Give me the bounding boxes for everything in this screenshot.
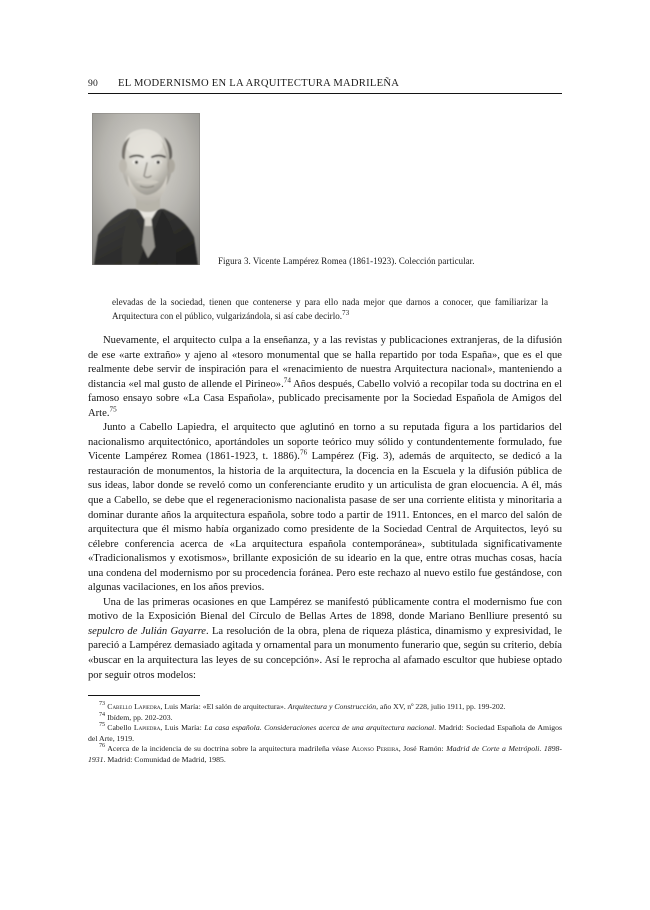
paragraph-1-part-1: Nuevamente, el arquitecto culpa a la enseñanza, y a las revistas y publicaciones extranjeras, de la difusión de ese «arte extraño» y ajeno al «tesoro monumental que se halla repartido por toda España», que es el que realmente debe servir de inspiración para el «renacimiento de nuestra Arquitectura nacional», manteniendo a distancia «el mal gusto de allende el Pirineo». — [88, 335, 562, 390]
footnote-75 — [88, 723, 562, 744]
figure-caption: Figura 3. Vicente Lampérez Romea (1861-1923). Colección particular. — [218, 256, 475, 266]
footnote-76-part-0: Acerca de la incidencia de su doctrina sobre la arquitectura madrileña véase — [107, 744, 352, 753]
footnote-ref-76[interactable]: 76 — [299, 448, 308, 457]
photo-frame — [92, 113, 200, 265]
paragraph-2 — [88, 421, 562, 596]
portrait-photograph — [92, 113, 200, 265]
footnote-number-76: 76 — [99, 743, 106, 750]
footnote-73-author: Cabello Lapiedra — [107, 702, 161, 711]
footnote-75-author: Lapiedra — [133, 723, 161, 732]
footnote-75-title: La casa española. Consideraciones acerca de una arquitectura nacional — [204, 723, 435, 732]
footnote-75-part-0: Cabello — [107, 723, 134, 732]
page-folio: 90 — [88, 78, 98, 89]
paragraph-3-part-1: Una de las primeras ocasiones en que Lampérez se manifestó públicamente contra el modernismo fue con motivo de la Exposición Bienal del Círculo de Bellas Artes de 1898, donde Mariano Benlliure presentó su — [88, 596, 562, 623]
running-head-title: EL MODERNISMO EN LA ARQUITECTURA MADRILEÑA — [118, 78, 400, 89]
footnote-74 — [88, 713, 562, 724]
body-text — [88, 334, 562, 683]
footnote-number-74: 74 — [99, 711, 106, 718]
footnote-number-75: 75 — [99, 722, 106, 729]
footnote-ref-74[interactable]: 74 — [283, 376, 291, 385]
figure-image — [92, 113, 200, 265]
footnote-76-part-2: . Madrid: Comunidad de Madrid, 1985. — [103, 754, 226, 764]
footnote-76-part-1: , José Ramón: — [398, 744, 447, 753]
footnote-75-part-2: . Madrid: Sociedad Española de Amigos del Arte, 1919. — [88, 723, 563, 743]
footnote-76-author: Alonso Pereira — [351, 744, 399, 753]
paragraph-3 — [88, 596, 562, 683]
footnote-73-journal: Arquitectura y Construcción — [287, 702, 377, 711]
footnote-ref-75[interactable]: 75 — [109, 405, 117, 414]
footnotes-block — [88, 702, 562, 765]
paragraph-3-italic-title: sepulcro de Julián Gayarre — [88, 625, 206, 637]
footnote-73-part-2: , año XV, nº 228, julio 1911, pp. 199-202. — [376, 702, 506, 711]
running-head-rule — [88, 93, 562, 94]
footnote-76-title: Madrid de Corte a Metrópoli. 1898-1931 — [88, 744, 562, 764]
paragraph-1-part-2: Años después, Cabello volvió a recopilar toda su doctrina en el famoso ensayo sobre «La Casa Española», publicado precisamente por la Sociedad Española de Amigos del Arte. — [88, 378, 562, 419]
footnote-73-part-1: , Luis María: «El salón de arquitectura». — [160, 702, 288, 711]
block-quote — [112, 296, 548, 323]
footnote-separator-rule — [88, 695, 200, 696]
paragraph-1 — [88, 334, 562, 421]
footnote-number-73: 73 — [99, 701, 106, 708]
running-head — [88, 78, 562, 94]
running-head-line — [88, 78, 562, 89]
footnote-ref-73[interactable]: 73 — [342, 308, 350, 317]
footnote-73 — [88, 702, 562, 713]
block-quote-text: elevadas de la sociedad, tienen que contenerse y para ello nada mejor que darnos a conocer, que familiarizar la Arquitectura con el público, vulgarizándola, si así cabe decirlo. — [112, 297, 548, 321]
footnote-76 — [88, 744, 562, 765]
footnote-74-part-1: Ibídem, pp. 202-203. — [107, 712, 173, 722]
paragraph-2-part-2: Lampérez (Fig. 3), además de arquitecto, se dedicó a la restauración de monumentos, la historia de la arquitectura, la docencia en la Escuela y la difusión pública de sus ideas, labor donde se reveló como un conferenciante erudito y un articulista de gran elocuencia. A él, más que a Cabello, se debe que el regeneracionismo nacionalista pasase de ser una corriente elitista y minoritaria a dominar durante años la arquitectura española, sobre todo a partir de 1911. Entonces, en el marco del salón de arquitectura que él mismo había organizado como presidente de la Sociedad Central de Arquitectos, leyó su célebre conferencia acerca de «La arquitectura española contemporánea», subtitulada significativamente «Tradicionalismos y exotismos», brillante exposición de su ideario en la que, entre otras muchas cosas, hacía una condena del modernismo por su procedencia foránea. Pero este rechazo al nuevo estilo fue gestándose, con algunas vacilaciones, en los años previos. — [88, 451, 562, 594]
footnote-75-part-1: , Luis María: — [160, 723, 205, 732]
paragraph-3-part-2: . La resolución de la obra, plena de riqueza plástica, dinamismo y expresividad, le pareció a Lampérez demasiado agitada y ornamental para un monumento funerario que, según su criterio, debía «buscar en la arquitectura las leyes de su concepción». Así le reprocha al afamado escultor que hubiese optado por seguir otros modelos: — [88, 625, 562, 681]
paragraph-2-part-1: Junto a Cabello Lapiedra, el arquitecto que aglutinó en torno a su reputada figura a los partidarios del nacionalismo arquitectónico, aportándoles un soporte teórico muy sólido y contundentemente formulado, fue Vicente Lampérez Romea (1861-1923, t. 1886). — [88, 422, 562, 463]
